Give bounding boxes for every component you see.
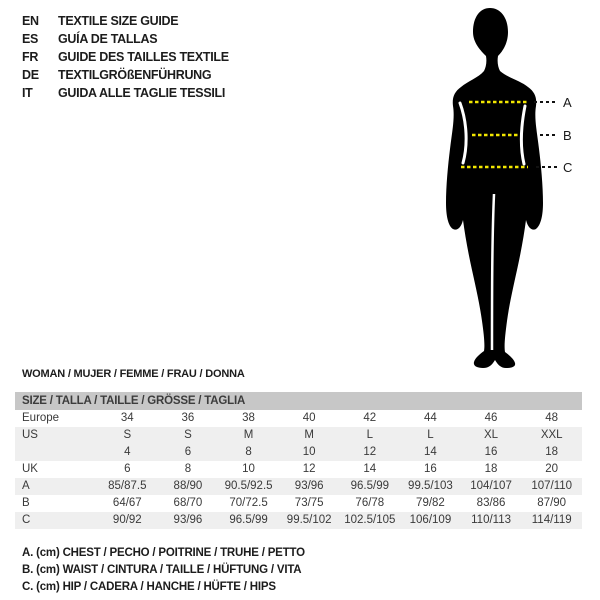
legend-row: C. (cm) HIP / CADERA / HANCHE / HÜFTE / HIPS (22, 581, 276, 593)
size-cell: 20 (545, 463, 559, 475)
size-cell: 87/90 (537, 497, 567, 509)
size-cell: 73/75 (294, 497, 324, 509)
size-row-label: C (22, 514, 31, 526)
size-cell: 96.5/99 (229, 514, 268, 526)
size-cell: 18 (484, 463, 498, 475)
size-cell: 93/96 (173, 514, 203, 526)
legend-row: A. (cm) CHEST / PECHO / POITRINE / TRUHE / PETTO (22, 547, 305, 559)
language-label: TEXTILGRÖßENFÜHRUNG (58, 68, 212, 82)
size-cell: 104/107 (470, 480, 512, 492)
size-cell: S (184, 429, 192, 441)
size-table-rows (15, 410, 582, 529)
size-cell: 79/82 (416, 497, 445, 509)
size-table-row (15, 410, 582, 427)
size-cell: 40 (302, 412, 316, 424)
size-cell: 12 (363, 446, 377, 458)
size-cell: 10 (242, 463, 255, 475)
language-list (22, 12, 229, 102)
size-cell: 42 (363, 412, 377, 424)
size-cell: 38 (242, 412, 255, 424)
size-cell: L (366, 429, 374, 441)
size-cell: 44 (424, 412, 437, 424)
size-cell: 68/70 (173, 497, 203, 509)
size-table-header: SIZE / TALLA / TAILLE / GRÖSSE / TAGLIA (15, 392, 582, 410)
size-cell: 6 (184, 446, 192, 458)
language-label: GUÍA DE TALLAS (58, 32, 158, 46)
size-cell: 64/67 (112, 497, 142, 509)
size-cell: 106/109 (409, 514, 452, 526)
size-row-label: US (22, 429, 38, 441)
size-table-row (15, 461, 582, 478)
size-cell: 114/119 (531, 514, 572, 526)
size-row-label (15, 444, 97, 461)
size-cell: 8 (245, 446, 252, 458)
size-cell: 34 (120, 412, 134, 424)
size-cell: 88/90 (173, 480, 203, 492)
size-cell: L (427, 429, 434, 441)
size-cell: 85/87.5 (108, 480, 147, 492)
size-table-row (15, 512, 582, 529)
size-cell: 90/92 (112, 514, 142, 526)
size-table (15, 392, 582, 529)
size-cell: 14 (363, 463, 377, 475)
size-row-label: UK (22, 463, 38, 475)
language-label: TEXTILE SIZE GUIDE (58, 14, 179, 28)
size-cell: 46 (484, 412, 498, 424)
language-code: FR (22, 50, 39, 64)
size-cell: M (304, 429, 314, 441)
size-cell: 96.5/99 (350, 480, 389, 492)
language-code: EN (22, 14, 39, 28)
language-row (22, 30, 229, 48)
size-cell: 70/72.5 (229, 497, 268, 509)
size-cell: 10 (302, 446, 316, 458)
size-cell: 16 (484, 446, 498, 458)
size-cell: 102.5/105 (344, 514, 396, 526)
size-cell: 8 (184, 463, 192, 475)
language-row (22, 84, 229, 102)
waist-label: B (563, 128, 572, 143)
language-row (22, 12, 229, 30)
size-cell: 4 (124, 446, 131, 458)
size-cell: 76/78 (355, 497, 385, 509)
chest-label: A (563, 95, 572, 110)
woman-silhouette-figure (420, 0, 600, 380)
size-row-label: Europe (22, 412, 60, 424)
size-cell: 18 (545, 446, 559, 458)
language-row (22, 48, 229, 66)
size-cell: 14 (424, 446, 437, 458)
language-label: GUIDE DES TAILLES TEXTILE (58, 50, 229, 64)
measure-legend (22, 545, 305, 596)
size-table-row (15, 444, 582, 461)
size-cell: 99.5/102 (286, 514, 332, 526)
size-cell: 99.5/103 (408, 480, 453, 492)
language-code: DE (22, 68, 39, 82)
size-row-label: B (22, 497, 30, 509)
size-cell: 110/113 (471, 514, 511, 526)
size-cell: 83/86 (476, 497, 506, 509)
size-cell: 36 (181, 412, 195, 424)
size-cell: 6 (124, 463, 131, 475)
size-cell: 107/110 (531, 480, 573, 492)
size-cell: 90.5/92.5 (224, 480, 273, 492)
size-table-row (15, 478, 582, 495)
legend-row: B. (cm) WAIST / CINTURA / TAILLE / HÜFTUNG / VITA (22, 564, 302, 576)
size-cell: XL (484, 429, 499, 441)
language-row (22, 66, 229, 84)
size-cell: 93/96 (294, 480, 324, 492)
size-cell: M (243, 429, 254, 441)
size-table-row (15, 427, 582, 444)
language-label: GUIDA ALLE TAGLIE TESSILI (58, 86, 226, 100)
size-cell: XXL (540, 429, 563, 441)
size-cell: 16 (424, 463, 437, 475)
size-cell: S (123, 429, 132, 441)
size-table-row (15, 495, 582, 512)
language-code: ES (22, 32, 39, 46)
size-cell: 12 (302, 463, 316, 475)
section-title-woman: WOMAN / MUJER / FEMME / FRAU / DONNA (22, 368, 245, 380)
hip-label: C (563, 160, 573, 175)
size-row-label: A (22, 480, 30, 492)
size-cell: 48 (545, 412, 559, 424)
woman-silhouette (446, 8, 543, 368)
language-code: IT (22, 86, 33, 100)
